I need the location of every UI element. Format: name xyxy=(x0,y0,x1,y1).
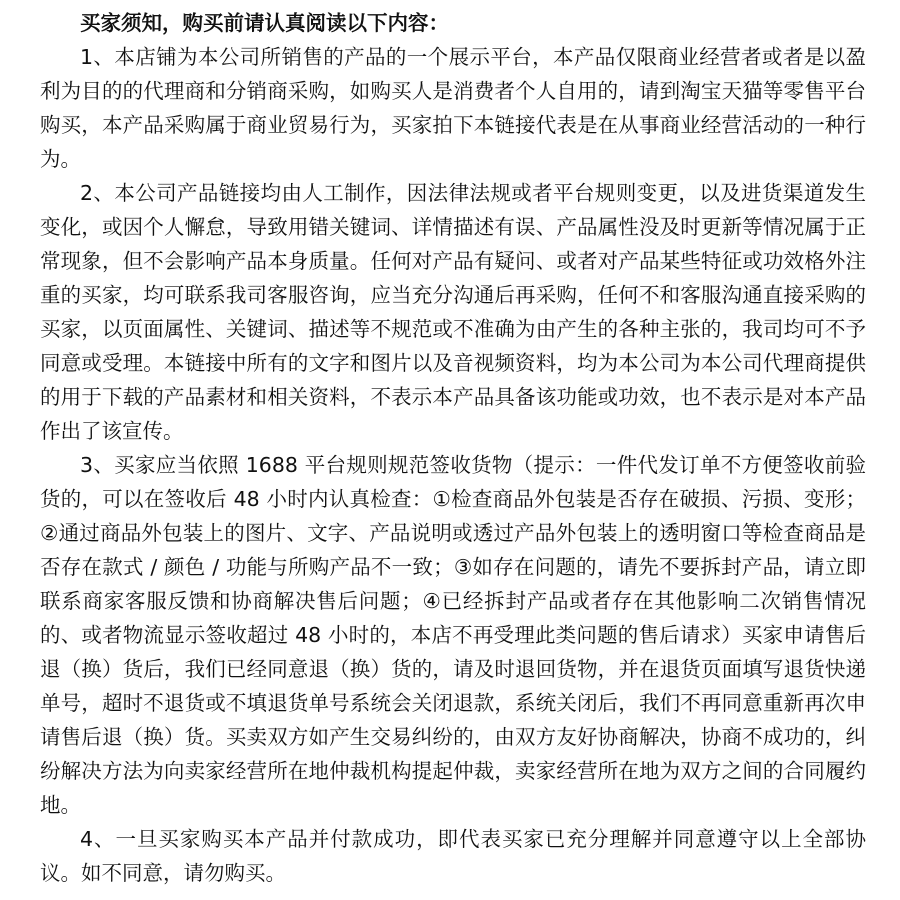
notice-paragraph-2: 2、本公司产品链接均由人工制作，因法律法规或者平台规则变更，以及进货渠道发生变化，或因个人懈怠，导致用错关键词、详情描述有误、产品属性没及时更新等情况属于正常现象，但不会影响产品本身质量。任何对产品有疑问、或者对产品某些特征或功效格外注重的买家，均可联系我司客服咨询，应当充分沟通后再采购，任何不和客服沟通直接采购的买家，以页面属性、关键词、描述等不规范或不准确为由产生的各种主张的，我司均可不予同意或受理。本链接中所有的文字和图片以及音视频资料，均为本公司为本公司代理商提供的用于下载的产品素材和相关资料，不表示本产品具备该功能或功效，也不表示是对本产品作出了该宣传。 xyxy=(40,181,866,443)
notice-paragraph-1: 1、本店铺为本公司所销售的产品的一个展示平台，本产品仅限商业经营者或者是以盈利为目的的代理商和分销商采购，如购买人是消费者个人自用的，请到淘宝天猫等零售平台购买，本产品采购属于商业贸易行为，买家拍下本链接代表是在从事商业经营活动的一种行为。 xyxy=(40,45,866,171)
notice-paragraph-3: 3、买家应当依照 1688 平台规则规范签收货物（提示：一件代发订单不方便签收前验货的，可以在签收后 48 小时内认真检查：①检查商品外包装是否存在破损、污损、变形；②通过商品外包装上的图片、文字、产品说明或透过产品外包装上的透明窗口等检查商品是否存在款式 / 颜色 / 功能与所购产品不一致；③如存在问题的，请先不要拆封产品，请立即联系商家客服反馈和协商解决售后问题；④已经拆封产品或者存在其他影响二次销售情况的、或者物流显示签收超过 48 小时的，本店不再受理此类问题的售后请求）买家申请售后退（换）货后，我们已经同意退（换）货的，请及时退回货物，并在退货页面填写退货快递单号，超时不退货或不填退货单号系统会关闭退款，系统关闭后，我们不再同意重新再次申请售后退（换）货。买卖双方如产生交易纠纷的，由双方友好协商解决，协商不成功的，纠纷解决方法为向卖家经营所在地仲裁机构提起仲裁，卖家经营所在地为双方之间的合同履约地。 xyxy=(40,453,866,817)
notice-paragraph-4: 4、一旦买家购买本产品并付款成功，即代表买家已充分理解并同意遵守以上全部协议。如不同意，请勿购买。 xyxy=(40,827,866,885)
buyer-notice xyxy=(40,6,866,890)
notice-title: 买家须知，购买前请认真阅读以下内容： xyxy=(80,11,449,35)
